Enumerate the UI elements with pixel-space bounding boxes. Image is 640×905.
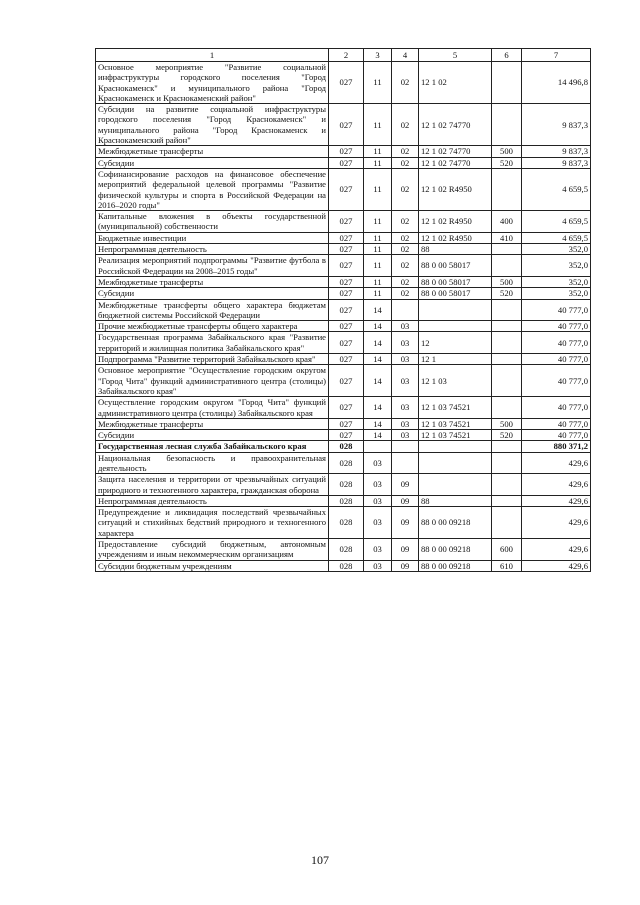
row-amount: 9 837,3 xyxy=(522,146,591,157)
row-code: 028 xyxy=(329,474,364,496)
row-target-code: 12 1 02 74770 xyxy=(419,104,492,146)
row-code: 027 xyxy=(329,146,364,157)
row-name: Бюджетные инвестиции xyxy=(96,232,329,243)
row-expense-type: 500 xyxy=(492,418,522,429)
row-amount: 429,6 xyxy=(522,539,591,561)
row-target-code: 88 0 00 09218 xyxy=(419,560,492,571)
row-section: 11 xyxy=(364,255,392,277)
row-code: 027 xyxy=(329,397,364,419)
column-header: 5 xyxy=(419,49,492,62)
row-target-code: 12 1 02 74770 xyxy=(419,146,492,157)
row-expense-type xyxy=(492,332,522,354)
row-code: 027 xyxy=(329,168,364,210)
row-section: 11 xyxy=(364,157,392,168)
column-header: 2 xyxy=(329,49,364,62)
row-target-code: 88 0 00 09218 xyxy=(419,507,492,539)
row-name: Реализация мероприятий подпрограммы "Развитие футбола в Российской Федерации на 2008–2015 годы" xyxy=(96,255,329,277)
row-expense-type: 520 xyxy=(492,157,522,168)
row-amount: 4 659,5 xyxy=(522,232,591,243)
row-amount: 4 659,5 xyxy=(522,211,591,233)
row-subsection: 03 xyxy=(392,430,419,441)
row-name: Непрограммная деятельность xyxy=(96,495,329,506)
table-row xyxy=(96,507,591,539)
row-target-code xyxy=(419,452,492,474)
row-subsection: 02 xyxy=(392,62,419,104)
row-name: Субсидии на развитие социальной инфраструктуры городского поселения "Город Краснокаменск" и муниципального района "Город Краснокаменск и Краснокаменский район" xyxy=(96,104,329,146)
row-name: Подпрограмма "Развитие территорий Забайкальского края" xyxy=(96,354,329,365)
row-name: Осуществление городским округом "Город Чита" функций административного центра (столицы) Забайкальского края xyxy=(96,397,329,419)
row-name: Государственная лесная служба Забайкальского края xyxy=(96,441,329,452)
row-subsection: 09 xyxy=(392,474,419,496)
row-expense-type: 500 xyxy=(492,276,522,287)
table-row xyxy=(96,157,591,168)
row-subsection xyxy=(392,441,419,452)
row-subsection xyxy=(392,299,419,321)
row-amount: 429,6 xyxy=(522,495,591,506)
row-name: Межбюджетные трансферты xyxy=(96,276,329,287)
row-subsection: 09 xyxy=(392,539,419,561)
row-amount: 352,0 xyxy=(522,255,591,277)
row-code: 027 xyxy=(329,354,364,365)
row-code: 027 xyxy=(329,157,364,168)
row-subsection: 09 xyxy=(392,560,419,571)
table-row xyxy=(96,452,591,474)
row-code: 027 xyxy=(329,418,364,429)
row-section: 03 xyxy=(364,474,392,496)
table-row xyxy=(96,441,591,452)
table-row xyxy=(96,332,591,354)
row-expense-type: 400 xyxy=(492,211,522,233)
row-amount: 9 837,3 xyxy=(522,104,591,146)
row-subsection: 02 xyxy=(392,232,419,243)
row-section: 14 xyxy=(364,397,392,419)
row-subsection: 02 xyxy=(392,168,419,210)
row-target-code: 12 1 02 xyxy=(419,62,492,104)
row-expense-type: 520 xyxy=(492,288,522,299)
row-section: 11 xyxy=(364,211,392,233)
row-section: 14 xyxy=(364,430,392,441)
row-expense-type xyxy=(492,104,522,146)
row-target-code: 88 xyxy=(419,244,492,255)
row-subsection: 03 xyxy=(392,365,419,397)
row-amount: 429,6 xyxy=(522,474,591,496)
row-amount: 352,0 xyxy=(522,276,591,287)
row-target-code: 12 1 02 R4950 xyxy=(419,232,492,243)
row-name: Непрограммная деятельность xyxy=(96,244,329,255)
row-section: 14 xyxy=(364,418,392,429)
row-expense-type xyxy=(492,299,522,321)
row-amount: 40 777,0 xyxy=(522,354,591,365)
row-subsection: 03 xyxy=(392,354,419,365)
row-section: 11 xyxy=(364,62,392,104)
row-section: 03 xyxy=(364,560,392,571)
row-section: 14 xyxy=(364,354,392,365)
row-code: 027 xyxy=(329,299,364,321)
column-header: 6 xyxy=(492,49,522,62)
table-header-row xyxy=(96,49,591,62)
column-header: 1 xyxy=(96,49,329,62)
table-row xyxy=(96,168,591,210)
table-row xyxy=(96,430,591,441)
row-subsection: 09 xyxy=(392,507,419,539)
row-amount: 429,6 xyxy=(522,507,591,539)
table-row xyxy=(96,244,591,255)
table-row xyxy=(96,321,591,332)
row-target-code: 12 1 02 R4950 xyxy=(419,211,492,233)
row-amount: 9 837,3 xyxy=(522,157,591,168)
row-name: Межбюджетные трансферты xyxy=(96,146,329,157)
row-expense-type xyxy=(492,354,522,365)
table-row xyxy=(96,365,591,397)
row-amount: 40 777,0 xyxy=(522,299,591,321)
row-target-code: 12 1 03 74521 xyxy=(419,397,492,419)
row-code: 027 xyxy=(329,321,364,332)
table-row xyxy=(96,539,591,561)
row-section: 03 xyxy=(364,495,392,506)
row-amount: 40 777,0 xyxy=(522,365,591,397)
table-row xyxy=(96,560,591,571)
row-subsection: 03 xyxy=(392,397,419,419)
row-section: 11 xyxy=(364,168,392,210)
row-name: Субсидии xyxy=(96,430,329,441)
row-amount: 880 371,2 xyxy=(522,441,591,452)
row-code: 028 xyxy=(329,452,364,474)
row-name: Межбюджетные трансферты общего характера бюджетам бюджетной системы Российской Федерации xyxy=(96,299,329,321)
row-expense-type xyxy=(492,168,522,210)
row-expense-type: 610 xyxy=(492,560,522,571)
row-expense-type: 410 xyxy=(492,232,522,243)
row-name: Прочие межбюджетные трансферты общего характера xyxy=(96,321,329,332)
row-code: 028 xyxy=(329,507,364,539)
row-subsection: 03 xyxy=(392,321,419,332)
row-code: 027 xyxy=(329,255,364,277)
row-expense-type xyxy=(492,441,522,452)
table-row xyxy=(96,232,591,243)
row-expense-type xyxy=(492,474,522,496)
row-amount: 40 777,0 xyxy=(522,332,591,354)
table-body xyxy=(96,62,591,572)
row-name: Национальная безопасность и правоохранительная деятельность xyxy=(96,452,329,474)
row-code: 027 xyxy=(329,62,364,104)
table-row xyxy=(96,288,591,299)
row-section: 14 xyxy=(364,299,392,321)
row-subsection: 09 xyxy=(392,495,419,506)
row-code: 027 xyxy=(329,276,364,287)
row-section: 11 xyxy=(364,104,392,146)
row-subsection: 02 xyxy=(392,255,419,277)
row-code: 027 xyxy=(329,430,364,441)
row-amount: 40 777,0 xyxy=(522,397,591,419)
row-subsection: 02 xyxy=(392,157,419,168)
row-amount: 4 659,5 xyxy=(522,168,591,210)
row-section: 14 xyxy=(364,365,392,397)
row-code: 027 xyxy=(329,244,364,255)
page-number: 107 xyxy=(311,853,329,867)
row-expense-type xyxy=(492,495,522,506)
row-expense-type xyxy=(492,365,522,397)
row-subsection: 02 xyxy=(392,211,419,233)
row-name: Капитальные вложения в объекты государственной (муниципальной) собственности xyxy=(96,211,329,233)
row-target-code: 12 1 03 74521 xyxy=(419,418,492,429)
row-target-code: 88 0 00 09218 xyxy=(419,539,492,561)
row-section: 11 xyxy=(364,232,392,243)
row-name: Предупреждение и ликвидация последствий чрезвычайных ситуаций и стихийных бедствий природного и техногенного характера xyxy=(96,507,329,539)
row-target-code: 88 0 00 58017 xyxy=(419,255,492,277)
row-section: 03 xyxy=(364,539,392,561)
row-subsection: 02 xyxy=(392,288,419,299)
column-header: 7 xyxy=(522,49,591,62)
row-name: Основное мероприятие "Развитие социальной инфраструктуры городского поселения "Город Краснокаменск" и муниципального района "Город Краснокаменск и Краснокаменский район" xyxy=(96,62,329,104)
row-target-code: 12 xyxy=(419,332,492,354)
table-row xyxy=(96,495,591,506)
table-row xyxy=(96,255,591,277)
row-subsection xyxy=(392,452,419,474)
row-code: 027 xyxy=(329,211,364,233)
row-expense-type xyxy=(492,62,522,104)
row-expense-type xyxy=(492,397,522,419)
row-subsection: 02 xyxy=(392,276,419,287)
table-row xyxy=(96,146,591,157)
row-amount: 429,6 xyxy=(522,452,591,474)
row-target-code: 12 1 xyxy=(419,354,492,365)
row-target-code: 12 1 03 74521 xyxy=(419,430,492,441)
row-section: 03 xyxy=(364,507,392,539)
row-section: 11 xyxy=(364,276,392,287)
row-code: 027 xyxy=(329,365,364,397)
row-name: Субсидии бюджетным учреждениям xyxy=(96,560,329,571)
row-subsection: 03 xyxy=(392,332,419,354)
table-row xyxy=(96,62,591,104)
row-target-code: 12 1 02 R4950 xyxy=(419,168,492,210)
row-target-code xyxy=(419,321,492,332)
table-row xyxy=(96,397,591,419)
row-amount: 352,0 xyxy=(522,244,591,255)
row-expense-type xyxy=(492,255,522,277)
row-name: Предоставление субсидий бюджетным, автономным учреждениям и иным некоммерческим организациям xyxy=(96,539,329,561)
table-row xyxy=(96,474,591,496)
row-section xyxy=(364,441,392,452)
table-row xyxy=(96,276,591,287)
row-amount: 352,0 xyxy=(522,288,591,299)
row-section: 11 xyxy=(364,244,392,255)
row-expense-type xyxy=(492,321,522,332)
row-code: 028 xyxy=(329,539,364,561)
row-target-code: 88 0 00 58017 xyxy=(419,288,492,299)
row-code: 027 xyxy=(329,288,364,299)
row-name: Государственная программа Забайкальского края "Развитие территорий и жилищная политика Забайкальского края" xyxy=(96,332,329,354)
row-target-code xyxy=(419,441,492,452)
budget-table xyxy=(95,48,591,572)
row-expense-type xyxy=(492,244,522,255)
row-code: 028 xyxy=(329,495,364,506)
row-expense-type xyxy=(492,452,522,474)
row-section: 03 xyxy=(364,452,392,474)
table-row xyxy=(96,299,591,321)
row-amount: 40 777,0 xyxy=(522,418,591,429)
row-target-code xyxy=(419,474,492,496)
row-subsection: 02 xyxy=(392,146,419,157)
row-name: Защита населения и территории от чрезвычайных ситуаций природного и техногенного характера, гражданская оборона xyxy=(96,474,329,496)
row-code: 028 xyxy=(329,441,364,452)
row-code: 028 xyxy=(329,560,364,571)
row-target-code: 88 0 00 58017 xyxy=(419,276,492,287)
row-section: 11 xyxy=(364,288,392,299)
row-section: 11 xyxy=(364,146,392,157)
row-expense-type: 520 xyxy=(492,430,522,441)
row-subsection: 02 xyxy=(392,244,419,255)
row-code: 027 xyxy=(329,104,364,146)
row-expense-type: 500 xyxy=(492,146,522,157)
row-expense-type: 600 xyxy=(492,539,522,561)
row-name: Межбюджетные трансферты xyxy=(96,418,329,429)
row-target-code: 88 xyxy=(419,495,492,506)
row-name: Софинансирование расходов на финансовое обеспечение мероприятий федеральной целевой программы "Развитие физической культуры и спорта в Российской Федерации на 2016–2020 годы" xyxy=(96,168,329,210)
row-name: Субсидии xyxy=(96,157,329,168)
row-target-code xyxy=(419,299,492,321)
row-amount: 40 777,0 xyxy=(522,321,591,332)
table-row xyxy=(96,418,591,429)
row-subsection: 02 xyxy=(392,104,419,146)
row-code: 027 xyxy=(329,232,364,243)
row-amount: 14 496,8 xyxy=(522,62,591,104)
row-code: 027 xyxy=(329,332,364,354)
row-amount: 429,6 xyxy=(522,560,591,571)
row-subsection: 03 xyxy=(392,418,419,429)
table-row xyxy=(96,104,591,146)
row-name: Основное мероприятие "Осуществление городским округом "Город Чита" функций административного центра (столицы) Забайкальского края" xyxy=(96,365,329,397)
row-amount: 40 777,0 xyxy=(522,430,591,441)
row-expense-type xyxy=(492,507,522,539)
row-name: Субсидии xyxy=(96,288,329,299)
column-header: 3 xyxy=(364,49,392,62)
row-section: 14 xyxy=(364,332,392,354)
table-row xyxy=(96,211,591,233)
row-section: 14 xyxy=(364,321,392,332)
table-row xyxy=(96,354,591,365)
row-target-code: 12 1 02 74770 xyxy=(419,157,492,168)
row-target-code: 12 1 03 xyxy=(419,365,492,397)
column-header: 4 xyxy=(392,49,419,62)
